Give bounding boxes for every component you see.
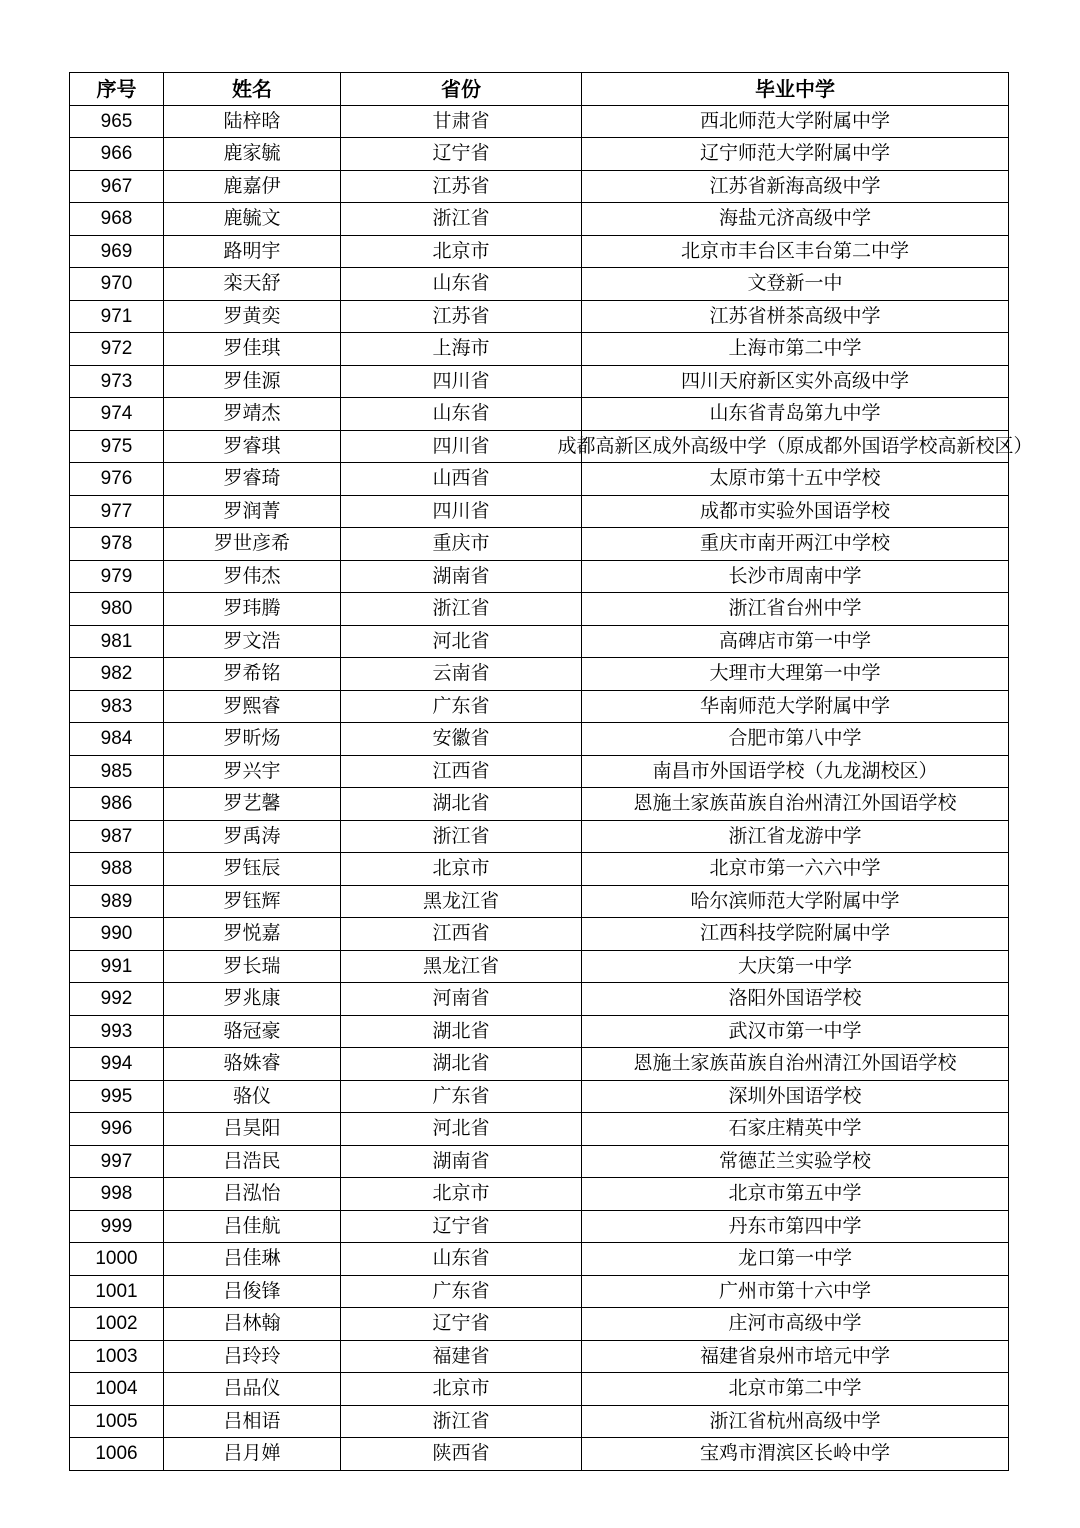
cell-province: 湖北省 <box>341 1015 582 1048</box>
cell-school: 浙江省杭州高级中学 <box>582 1405 1009 1438</box>
cell-school: 丹东市第四中学 <box>582 1210 1009 1243</box>
cell-name: 罗悦嘉 <box>164 918 341 951</box>
cell-school: 恩施土家族苗族自治州清江外国语学校 <box>582 1048 1009 1081</box>
cell-school: 广州市第十六中学 <box>582 1275 1009 1308</box>
cell-no: 999 <box>70 1210 164 1243</box>
cell-name: 鹿毓文 <box>164 203 341 236</box>
cell-name: 罗兴宇 <box>164 755 341 788</box>
cell-no: 1005 <box>70 1405 164 1438</box>
table-row <box>70 690 1009 723</box>
cell-school: 长沙市周南中学 <box>582 560 1009 593</box>
cell-no: 971 <box>70 300 164 333</box>
cell-no: 1004 <box>70 1373 164 1406</box>
cell-province: 浙江省 <box>341 203 582 236</box>
cell-school: 江西科技学院附属中学 <box>582 918 1009 951</box>
table-row <box>70 788 1009 821</box>
cell-no: 970 <box>70 268 164 301</box>
cell-name: 骆仪 <box>164 1080 341 1113</box>
cell-province: 安徽省 <box>341 723 582 756</box>
table-row <box>70 138 1009 171</box>
cell-name: 吕品仪 <box>164 1373 341 1406</box>
table-row <box>70 885 1009 918</box>
cell-school: 洛阳外国语学校 <box>582 983 1009 1016</box>
table-row <box>70 560 1009 593</box>
cell-name: 吕佳航 <box>164 1210 341 1243</box>
cell-province: 四川省 <box>341 495 582 528</box>
cell-school: 北京市第一六六中学 <box>582 853 1009 886</box>
cell-no: 997 <box>70 1145 164 1178</box>
cell-name: 罗佳琪 <box>164 333 341 366</box>
table-row <box>70 463 1009 496</box>
cell-school: 庄河市高级中学 <box>582 1308 1009 1341</box>
cell-no: 986 <box>70 788 164 821</box>
cell-school: 海盐元济高级中学 <box>582 203 1009 236</box>
cell-school: 成都市实验外国语学校 <box>582 495 1009 528</box>
cell-province: 湖南省 <box>341 1145 582 1178</box>
cell-school: 华南师范大学附属中学 <box>582 690 1009 723</box>
cell-no: 972 <box>70 333 164 366</box>
cell-name: 罗黄奕 <box>164 300 341 333</box>
table-row <box>70 528 1009 561</box>
cell-name: 罗文浩 <box>164 625 341 658</box>
cell-school: 山东省青岛第九中学 <box>582 398 1009 431</box>
header-school: 毕业中学 <box>582 73 1009 106</box>
cell-school: 哈尔滨师范大学附属中学 <box>582 885 1009 918</box>
table-row <box>70 1275 1009 1308</box>
cell-school: 四川天府新区实外高级中学 <box>582 365 1009 398</box>
cell-no: 983 <box>70 690 164 723</box>
cell-name: 骆姝睿 <box>164 1048 341 1081</box>
cell-name: 吕玲玲 <box>164 1340 341 1373</box>
table-row <box>70 1438 1009 1471</box>
cell-no: 990 <box>70 918 164 951</box>
cell-name: 吕昊阳 <box>164 1113 341 1146</box>
cell-school: 北京市第二中学 <box>582 1373 1009 1406</box>
cell-no: 966 <box>70 138 164 171</box>
cell-province: 浙江省 <box>341 820 582 853</box>
cell-no: 1001 <box>70 1275 164 1308</box>
table-row <box>70 820 1009 853</box>
table-row <box>70 723 1009 756</box>
table-row <box>70 658 1009 691</box>
cell-no: 981 <box>70 625 164 658</box>
cell-name: 罗润菁 <box>164 495 341 528</box>
table-row <box>70 625 1009 658</box>
cell-province: 浙江省 <box>341 1405 582 1438</box>
cell-no: 984 <box>70 723 164 756</box>
cell-province: 山东省 <box>341 398 582 431</box>
cell-province: 湖北省 <box>341 1048 582 1081</box>
table-row <box>70 755 1009 788</box>
cell-name: 吕佳琳 <box>164 1243 341 1276</box>
table-row <box>70 495 1009 528</box>
cell-province: 陕西省 <box>341 1438 582 1471</box>
cell-name: 吕浩民 <box>164 1145 341 1178</box>
table-row <box>70 333 1009 366</box>
cell-province: 湖南省 <box>341 560 582 593</box>
cell-no: 993 <box>70 1015 164 1048</box>
cell-name: 罗长瑞 <box>164 950 341 983</box>
cell-province: 河南省 <box>341 983 582 1016</box>
cell-province: 湖北省 <box>341 788 582 821</box>
cell-province: 辽宁省 <box>341 1210 582 1243</box>
cell-province: 江西省 <box>341 755 582 788</box>
cell-province: 云南省 <box>341 658 582 691</box>
cell-no: 975 <box>70 430 164 463</box>
table-row <box>70 365 1009 398</box>
cell-province: 河北省 <box>341 1113 582 1146</box>
cell-no: 996 <box>70 1113 164 1146</box>
cell-name: 吕相语 <box>164 1405 341 1438</box>
cell-school: 成都高新区成外高级中学（原成都外国语学校高新校区） <box>582 430 1009 463</box>
cell-name: 罗睿琦 <box>164 463 341 496</box>
cell-name: 鹿嘉伊 <box>164 170 341 203</box>
cell-name: 罗禹涛 <box>164 820 341 853</box>
cell-no: 1006 <box>70 1438 164 1471</box>
cell-school: 西北师范大学附属中学 <box>582 105 1009 138</box>
cell-province: 福建省 <box>341 1340 582 1373</box>
cell-no: 979 <box>70 560 164 593</box>
cell-no: 1000 <box>70 1243 164 1276</box>
cell-province: 广东省 <box>341 1275 582 1308</box>
cell-name: 罗昕炀 <box>164 723 341 756</box>
cell-province: 北京市 <box>341 853 582 886</box>
table-row <box>70 105 1009 138</box>
cell-name: 罗睿琪 <box>164 430 341 463</box>
table-row <box>70 300 1009 333</box>
cell-province: 山东省 <box>341 268 582 301</box>
cell-no: 968 <box>70 203 164 236</box>
roster-table <box>69 72 1033 1471</box>
cell-province: 辽宁省 <box>341 1308 582 1341</box>
header-province: 省份 <box>341 73 582 106</box>
cell-school: 武汉市第一中学 <box>582 1015 1009 1048</box>
table-row <box>70 430 1009 463</box>
table-row <box>70 950 1009 983</box>
table-row <box>70 853 1009 886</box>
cell-name: 罗艺馨 <box>164 788 341 821</box>
cell-province: 辽宁省 <box>341 138 582 171</box>
table-row <box>70 1243 1009 1276</box>
cell-no: 977 <box>70 495 164 528</box>
cell-no: 987 <box>70 820 164 853</box>
cell-province: 北京市 <box>341 235 582 268</box>
table-row <box>70 398 1009 431</box>
cell-name: 吕俊锋 <box>164 1275 341 1308</box>
cell-no: 982 <box>70 658 164 691</box>
table-row <box>70 1048 1009 1081</box>
cell-name: 陆梓晗 <box>164 105 341 138</box>
cell-school: 浙江省龙游中学 <box>582 820 1009 853</box>
header-row <box>70 73 1009 106</box>
cell-school: 北京市第五中学 <box>582 1178 1009 1211</box>
cell-name: 罗兆康 <box>164 983 341 1016</box>
table-row <box>70 268 1009 301</box>
cell-province: 江苏省 <box>341 170 582 203</box>
table-body <box>70 105 1033 1470</box>
cell-school: 深圳外国语学校 <box>582 1080 1009 1113</box>
cell-school: 北京市丰台区丰台第二中学 <box>582 235 1009 268</box>
table-row <box>70 1015 1009 1048</box>
cell-name: 骆冠豪 <box>164 1015 341 1048</box>
table-row <box>70 170 1009 203</box>
cell-school: 合肥市第八中学 <box>582 723 1009 756</box>
cell-province: 山西省 <box>341 463 582 496</box>
cell-name: 罗靖杰 <box>164 398 341 431</box>
cell-province: 北京市 <box>341 1178 582 1211</box>
table-row <box>70 1308 1009 1341</box>
cell-no: 988 <box>70 853 164 886</box>
cell-no: 974 <box>70 398 164 431</box>
cell-name: 罗佳源 <box>164 365 341 398</box>
cell-name: 罗熙睿 <box>164 690 341 723</box>
cell-school: 大庆第一中学 <box>582 950 1009 983</box>
cell-province: 山东省 <box>341 1243 582 1276</box>
cell-name: 吕泓怡 <box>164 1178 341 1211</box>
cell-no: 994 <box>70 1048 164 1081</box>
cell-school: 江苏省新海高级中学 <box>582 170 1009 203</box>
cell-school: 重庆市南开两江中学校 <box>582 528 1009 561</box>
cell-no: 992 <box>70 983 164 1016</box>
cell-province: 重庆市 <box>341 528 582 561</box>
table-row <box>70 918 1009 951</box>
cell-name: 罗伟杰 <box>164 560 341 593</box>
cell-province: 上海市 <box>341 333 582 366</box>
table-row <box>70 593 1009 626</box>
table-row <box>70 1178 1009 1211</box>
cell-school: 常德芷兰实验学校 <box>582 1145 1009 1178</box>
table-row <box>70 1080 1009 1113</box>
cell-no: 998 <box>70 1178 164 1211</box>
cell-no: 989 <box>70 885 164 918</box>
cell-no: 973 <box>70 365 164 398</box>
cell-name: 罗钰辉 <box>164 885 341 918</box>
table-row <box>70 203 1009 236</box>
cell-name: 吕林翰 <box>164 1308 341 1341</box>
cell-no: 1003 <box>70 1340 164 1373</box>
cell-name: 罗希铭 <box>164 658 341 691</box>
cell-name: 路明宇 <box>164 235 341 268</box>
cell-school: 宝鸡市渭滨区长岭中学 <box>582 1438 1009 1471</box>
cell-name: 罗世彦希 <box>164 528 341 561</box>
cell-province: 广东省 <box>341 1080 582 1113</box>
cell-name: 鹿家毓 <box>164 138 341 171</box>
cell-school: 福建省泉州市培元中学 <box>582 1340 1009 1373</box>
cell-province: 北京市 <box>341 1373 582 1406</box>
cell-no: 965 <box>70 105 164 138</box>
cell-school: 辽宁师范大学附属中学 <box>582 138 1009 171</box>
cell-school: 太原市第十五中学校 <box>582 463 1009 496</box>
cell-school: 恩施土家族苗族自治州清江外国语学校 <box>582 788 1009 821</box>
header-no: 序号 <box>70 73 164 106</box>
cell-no: 1002 <box>70 1308 164 1341</box>
table-row <box>70 1373 1009 1406</box>
cell-school: 龙口第一中学 <box>582 1243 1009 1276</box>
cell-school: 江苏省栟茶高级中学 <box>582 300 1009 333</box>
cell-province: 黑龙江省 <box>341 885 582 918</box>
table-row <box>70 235 1009 268</box>
cell-name: 栾天舒 <box>164 268 341 301</box>
cell-school: 上海市第二中学 <box>582 333 1009 366</box>
table-row <box>70 1113 1009 1146</box>
cell-no: 978 <box>70 528 164 561</box>
cell-school: 文登新一中 <box>582 268 1009 301</box>
cell-school: 石家庄精英中学 <box>582 1113 1009 1146</box>
cell-province: 江苏省 <box>341 300 582 333</box>
cell-name: 罗玮腾 <box>164 593 341 626</box>
cell-no: 991 <box>70 950 164 983</box>
cell-province: 甘肃省 <box>341 105 582 138</box>
cell-no: 980 <box>70 593 164 626</box>
cell-no: 967 <box>70 170 164 203</box>
cell-no: 969 <box>70 235 164 268</box>
cell-no: 995 <box>70 1080 164 1113</box>
cell-name: 吕月婵 <box>164 1438 341 1471</box>
table-row <box>70 983 1009 1016</box>
table-header <box>70 73 1009 106</box>
cell-province: 河北省 <box>341 625 582 658</box>
cell-name: 罗钰辰 <box>164 853 341 886</box>
table-row <box>70 1405 1009 1438</box>
cell-no: 976 <box>70 463 164 496</box>
table-row <box>70 1340 1009 1373</box>
cell-no: 985 <box>70 755 164 788</box>
cell-school: 南昌市外国语学校（九龙湖校区） <box>582 755 1009 788</box>
table-row <box>70 1145 1009 1178</box>
table-row <box>70 1210 1009 1243</box>
cell-province: 江西省 <box>341 918 582 951</box>
cell-province: 广东省 <box>341 690 582 723</box>
cell-province: 黑龙江省 <box>341 950 582 983</box>
header-name: 姓名 <box>164 73 341 106</box>
cell-province: 四川省 <box>341 430 582 463</box>
cell-school: 高碑店市第一中学 <box>582 625 1009 658</box>
cell-school: 浙江省台州中学 <box>582 593 1009 626</box>
cell-province: 四川省 <box>341 365 582 398</box>
cell-school: 大理市大理第一中学 <box>582 658 1009 691</box>
cell-province: 浙江省 <box>341 593 582 626</box>
